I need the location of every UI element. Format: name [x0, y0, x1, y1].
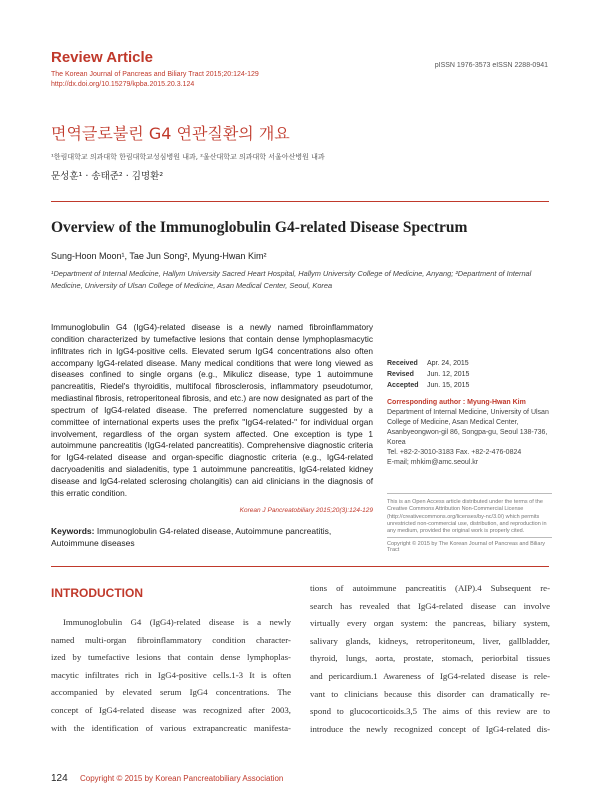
body-line: with the identification of various extrapancreatic manifesta- — [51, 722, 291, 733]
body-line: search has revealed that IgG4-related disease can involve — [310, 600, 550, 611]
body-line: virtually every organ system: the pancreas, biliary system, — [310, 618, 550, 629]
korean-affiliation: ¹한림대학교 의과대학 한림대학교성심병원 내과, ²울산대학교 의과대학 서울아산병원 내과 — [51, 153, 325, 161]
article-dates — [387, 358, 552, 391]
body-line: introduce the newly recognized concept of IgG4-related dis- — [310, 723, 550, 734]
page-number: 124 — [51, 773, 68, 784]
body-line: salivary glands, kidneys, retroperitoneum, liver, gallbladder, — [310, 635, 550, 646]
divider — [387, 493, 552, 494]
keywords-label: Keywords: — [51, 526, 95, 536]
license-notice: This is an Open Access article distributed under the terms of the Creative Commons Attribution Non-Commercial License (http://creativecommons.org/licenses/by-nc/3.0/) which permits unrestricted non-commercial use, distribution, and reproduction in any medium, provided the original work is properly cited. — [387, 499, 547, 535]
divider — [51, 566, 549, 567]
body-line: Immunoglobulin G4 (IgG4)-related disease is a newly — [63, 617, 291, 627]
body-line: spond to glucocorticoids.3,5 The aims of this review are to — [310, 706, 550, 717]
side-copyright: Copyright © 2015 by The Korean Journal of Pancreas and Biliary Tract — [387, 541, 546, 553]
date-revised: Revised Jun. 12, 2015 — [387, 371, 470, 378]
body-column-left — [51, 614, 291, 737]
body-line: concept of IgG4-related disease was recognized after 2003, — [51, 704, 291, 715]
keywords-text: Immunoglobulin G4-related disease, Autoimmune pancreatitis, Autoimmune diseases — [51, 526, 332, 548]
abstract: Immunoglobulin G4 (IgG4)-related disease is a newly named fibroinflammatory condition characterized by tumefactive lesions that contain dense lymphoplasmacytic infiltrates rich in IgG4-positive cells. Elevated serum IgG4 concentrations also often accompany IgG4-related disease. Many medical conditions that were long viewed as diseases confined to single organs (e.g., Mikulicz disease, type 1 autoimmune pancreatitis, Riedel's thyroiditis, multifocal fibrosclerosis, inflammatory pseudotumor, mediastinal fibrosis, retroperitoneal fibrosis, and etc.) are now designated as part of the spectrum of IgG4-related disease. The preferred nomenclature suggested by a committee of international experts uses the prefix "IgG4-related-" for individual organ involvement, regardless of the organ system affected. One exception is type 1 autoimmune pancreatitis (IgG4-related pancreatitis). Comprehensive diagnostic criteria for IgG4-related disease and organ-specific diagnostic criteria (e.g., IgG4-related dacryoadenitis and sialadenitis, type 1 autoimmune pancreatitis, IgG4-related kidney disease and IgG4-related sclerosing cholangitis) can aid clinicians in the diagnosis of this erratic condition. — [51, 322, 373, 498]
divider — [51, 201, 549, 202]
journal-citation: The Korean Journal of Pancreas and Biliary Tract 2015;20:124-129 — [51, 71, 259, 78]
short-citation: Korean J Pancreatobiliary 2015;20(3):124-129 — [239, 507, 373, 514]
body-line: tions of autoimmune pancreatitis (AIP).4 Subsequent re- — [310, 583, 550, 593]
issn: pISSN 1976-3573 eISSN 2288-0941 — [434, 62, 548, 69]
keywords — [51, 526, 373, 549]
body-column-right — [310, 580, 550, 738]
footer-copyright: Copyright © 2015 by Korean Pancreatobiliary Association — [80, 774, 284, 783]
english-title: Overview of the Immunoglobulin G4-related Disease Spectrum — [51, 219, 468, 236]
divider — [387, 537, 552, 538]
correspondence-phone: Tel. +82-2-3010-3183 Fax. +82-2-476-0824 — [387, 449, 522, 456]
doi-link[interactable]: http://dx.doi.org/10.15279/kpba.2015.20.3.124 — [51, 81, 195, 88]
body-line: vant to clinicians because this disorder can dramatically re- — [310, 688, 550, 699]
body-line: ized by tumefactive lesions that contain dense lymphoplas- — [51, 652, 291, 663]
date-received: Received Apr. 24, 2015 — [387, 360, 469, 367]
english-affiliation: ¹Department of Internal Medicine, Hallym University Sacred Heart Hospital, Hallym University College of Medicine, Anyang; ²Department of Internal Medicine, University of Ulsan College of Medicine, Asan Medical Center, Seoul, Korea — [51, 269, 532, 290]
korean-authors: 문성훈¹ · 송태준² · 김명환² — [51, 171, 164, 182]
english-authors: Sung-Hoon Moon¹, Tae Jun Song², Myung-Hwan Kim² — [51, 251, 267, 261]
correspondence — [387, 398, 552, 468]
body-line: macytic infiltrates rich in IgG4-positive cells.1-3 It is often — [51, 669, 291, 680]
body-line: thyroid, lungs, aorta, prostate, stomach, periorbital tissues — [310, 653, 550, 664]
body-line: accompanied by elevated serum IgG4 concentrations. The — [51, 687, 291, 698]
correspondence-label: Corresponding author : Myung-Hwan Kim — [387, 399, 526, 406]
correspondence-address: Department of Internal Medicine, University of Ulsan College of Medicine, Asan Medical Center, Asanbyeongwon-gil 86, Songpa-gu, Seoul 138-736, Korea — [387, 409, 549, 446]
article-type: Review Article — [51, 49, 153, 66]
korean-title: 면역글로불린 G4 연관질환의 개요 — [51, 124, 290, 143]
body-line: and pericardium.1 Awareness of IgG4-related disease is rele- — [310, 670, 550, 681]
body-line: named multi-organ fibroinflammatory condition character- — [51, 634, 291, 645]
date-accepted: Accepted Jun. 15, 2015 — [387, 382, 470, 389]
correspondence-email[interactable]: E-mail; mhkim@amc.seoul.kr — [387, 459, 479, 466]
section-heading: INTRODUCTION — [51, 586, 143, 600]
